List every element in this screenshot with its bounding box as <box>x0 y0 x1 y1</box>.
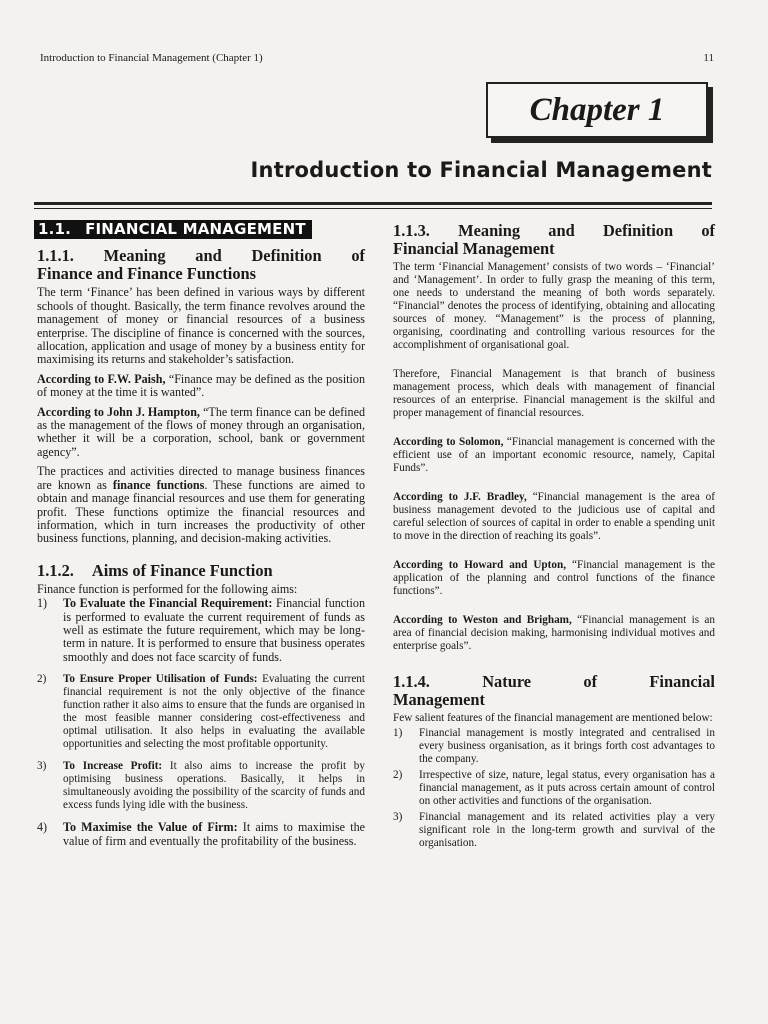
chapter-label: Chapter 1 <box>529 91 665 128</box>
quote-weston-brigham <box>393 614 715 653</box>
item-text: Financial management is mostly integrated and centralised in every business organisation, as it brings forth cost advantages to the company. <box>419 727 715 765</box>
heading-1-1-4-line2: Management <box>393 690 485 709</box>
bold-term: finance functions <box>112 477 205 492</box>
heading-1-1-4-num: 1.1.4. <box>393 672 430 691</box>
item-number: 2) <box>393 769 403 781</box>
item-text: Financial function is performed to evaluate the current requirement of funds as well as estimate the future requirement, which may be long-term in nature. It is performed to ensure that business operates smoothly and does not face scarcity of funds. <box>63 596 365 664</box>
quote-text: “Financial management is concerned with the efficient use of an important economic resource, namely, Capital Funds”. <box>393 436 716 474</box>
list-item <box>393 811 715 850</box>
chapter-title: Introduction to Financial Management <box>250 158 712 182</box>
aims-intro: Finance function is performed for the following aims: <box>37 581 298 596</box>
paragraph: The term ‘Financial Management’ consists of two words – ‘Financial’ and ‘Management’. In order to fully grasp the meaning of this term, one needs to understand the meaning of both words separately. “Financial” denotes the process of identifying, obtaining and allocating sources of money. “Management” is the process of planning, organising, coordinating and controlling various resources for the accomplishment of organisational goal. <box>393 261 715 351</box>
heading-word: Meaning <box>103 246 166 266</box>
quote-source: According to John J. Hampton, <box>37 404 200 419</box>
item-number: 3) <box>37 760 47 773</box>
heading-1-1-1-num: 1.1.1. <box>37 246 74 266</box>
heading-word: and <box>548 221 575 240</box>
heading-1-1-1 <box>37 247 365 283</box>
left-column <box>37 214 365 857</box>
heading-word: of <box>583 672 598 691</box>
item-number: 3) <box>393 811 403 823</box>
list-item <box>393 727 715 766</box>
heading-word: Meaning <box>458 221 521 240</box>
quote-text: “Finance may be defined as the position of money at the time it is wanted”. <box>37 371 365 400</box>
item-title: To Maximise the Value of Firm: <box>63 820 238 835</box>
item-title: To Ensure Proper Utilisation of Funds: <box>63 673 258 686</box>
heading-1-1-2-num: 1.1.2. <box>37 560 74 580</box>
heading-1-1-3-line2: Financial Management <box>393 239 555 258</box>
nature-list <box>393 727 715 850</box>
right-column <box>393 214 715 854</box>
heading-1-1-1-line2: Finance and Finance Functions <box>37 264 257 284</box>
heading-1-1-2-title: Aims of Finance Function <box>91 560 273 580</box>
title-rule-thick <box>34 202 712 205</box>
item-text: It aims to maximise the value of firm and eventually the profitability of the business. <box>63 820 365 848</box>
quote-text: “The term finance can be defined as the management of the flows of money through an organisation, whether it will be a corporation, school, bank or government agency”. <box>37 404 365 459</box>
paragraph: The term ‘Finance’ has been defined in various ways by different schools of thought. Basically, the term finance revolves around the management of money or financial resources of a business enterprise. The discipline of finance is concerned with the sources, allocation, application and usage of money by a business entity for maximising its returns and stakeholder’s satisfaction. <box>37 285 365 367</box>
quote-solomon <box>393 436 715 475</box>
heading-word: Nature <box>482 672 532 691</box>
quote-source: According to F.W. Paish, <box>37 371 166 386</box>
quote-source: According to Weston and Brigham, <box>393 614 572 626</box>
item-text: Irrespective of size, nature, legal status, every organisation has a financial management, as it puts across certain amount of control on other activities and functions of the organisation. <box>419 769 715 807</box>
title-rule-thin <box>34 208 712 209</box>
quote-howard-upton <box>393 559 715 598</box>
heading-word: of <box>351 246 365 266</box>
heading-1-1-3 <box>393 222 715 258</box>
quote-bradley <box>393 491 715 543</box>
item-number: 1) <box>37 596 48 611</box>
item-text: It also aims to increase the profit by optimising business operations. Basically, it helps in simultaneously avoiding the possibility of the scarcity of funds and excess funds lying idle with the business. <box>63 760 365 812</box>
item-number: 4) <box>37 820 48 835</box>
heading-word: and <box>195 246 222 266</box>
item-text: Evaluating the current financial requirement is not the only objective of the finance function rather it also aims to ensure that the funds are organised in the most feasible manner considering cost-effectiveness and optimal utilisation. It also helps in evaluating the available opportunities and selecting the most profitable opportunity. <box>63 673 365 751</box>
quote-paish <box>37 373 365 400</box>
item-text: Financial management and its related activities play a very significant role in the long-term growth and survival of the organisation. <box>419 811 715 849</box>
heading-word: of <box>701 221 715 240</box>
heading-word: Definition <box>251 246 322 266</box>
section-banner <box>34 220 312 239</box>
item-title: To Evaluate the Financial Requirement: <box>63 596 273 611</box>
list-item <box>37 760 365 812</box>
running-title: Introduction to Financial Management (Chapter 1) <box>40 52 263 64</box>
quote-text: “Financial management is an area of financial decision making, harmonising individual motives and enterprise goals”. <box>393 614 715 652</box>
quote-source: According to Howard and Upton, <box>393 559 566 571</box>
text-run: The practices and activities directed to manage business finances are known as <box>37 464 365 492</box>
paragraph: Therefore, Financial Management is that branch of business management process, which deals with management of financial resources of an enterprise. Financial management is the skilful and proper management of financial resources. <box>393 368 715 419</box>
list-item <box>393 769 715 808</box>
running-header <box>40 52 714 64</box>
quote-source: According to Solomon, <box>393 436 504 448</box>
heading-1-1-4 <box>393 673 715 709</box>
quote-text: “Financial management is the area of business management devoted to the judicious use of capital and careful selection of sources of capital in order to enable a spending unit to move in the direction of reaching its goals”. <box>393 491 716 542</box>
chapter-label-box <box>486 82 708 138</box>
nature-intro: Few salient features of the financial management are mentioned below: <box>393 712 713 724</box>
section-title: FINANCIAL MANAGEMENT <box>85 220 306 238</box>
item-title: To Increase Profit: <box>63 760 163 773</box>
heading-1-1-2 <box>37 562 365 580</box>
aims-list <box>37 597 365 848</box>
list-item <box>37 821 365 848</box>
list-item <box>37 597 365 664</box>
heading-word: Definition <box>602 221 674 240</box>
section-number: 1.1. <box>38 220 72 238</box>
text-run: . These functions are aimed to obtain and manage financial resources and use them for generating profit. These functions optimize the financial resources and information, which in turn increases the productivity of other business functions, planning, and decision-making activities. <box>37 477 365 546</box>
heading-word: Financial <box>649 672 715 691</box>
page-number: 11 <box>703 52 714 64</box>
item-number: 1) <box>393 727 403 739</box>
list-item <box>37 673 365 751</box>
quote-source: According to J.F. Bradley, <box>393 491 527 503</box>
quote-hampton <box>37 406 365 460</box>
heading-1-1-3-num: 1.1.3. <box>393 221 430 240</box>
item-number: 2) <box>37 673 47 686</box>
paragraph-finance-functions <box>37 465 365 545</box>
quote-text: “Financial management is the application of the planning and control functions of the finance functions”. <box>393 559 715 597</box>
